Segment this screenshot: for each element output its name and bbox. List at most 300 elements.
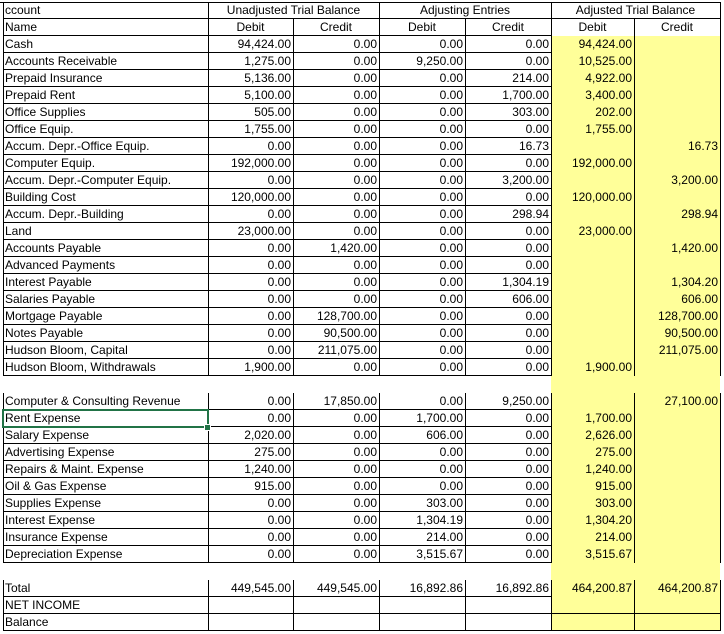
grid-line (3, 443, 208, 444)
amount-cell[interactable]: 94,424.00 (578, 37, 632, 51)
header-debit[interactable]: Debit (407, 20, 436, 34)
amount-cell[interactable]: 10,525.00 (578, 54, 632, 68)
grid-line (634, 36, 635, 376)
account-name[interactable]: Prepaid Rent (5, 88, 76, 102)
grid-line (3, 137, 208, 138)
amount-cell[interactable]: 3,200.00 (671, 173, 718, 187)
amount-cell[interactable]: 0.00 (525, 360, 549, 374)
amount-cell[interactable]: 0.00 (267, 207, 291, 221)
header-unadjusted[interactable]: Unadjusted Trial Balance (226, 3, 361, 17)
amount-cell[interactable]: 214.00 (512, 71, 549, 85)
header-debit[interactable]: Debit (236, 20, 265, 34)
grid-line (3, 103, 208, 104)
header-credit[interactable]: Credit (319, 20, 352, 34)
amount-cell[interactable]: 0.00 (353, 479, 377, 493)
account-name[interactable]: Mortgage Payable (5, 309, 103, 323)
grid-line (551, 580, 552, 631)
amount-cell[interactable]: 23,000.00 (237, 224, 291, 238)
amount-cell[interactable]: 0.00 (353, 37, 377, 51)
amount-cell[interactable] (634, 104, 720, 121)
amount-cell[interactable]: 9,250.00 (502, 394, 549, 408)
total-amount[interactable]: 464,200.87 (571, 581, 632, 595)
grid-line (208, 19, 209, 36)
amount-cell[interactable]: 0.00 (439, 190, 463, 204)
grid-line (293, 19, 294, 36)
amount-cell[interactable]: 0.00 (353, 360, 377, 374)
grid-line (208, 18, 720, 19)
amount-cell[interactable]: 0.00 (525, 496, 549, 510)
balance-label[interactable]: Balance (5, 615, 49, 629)
amount-cell[interactable]: 0.00 (267, 139, 291, 153)
account-name[interactable]: Computer & Consulting Revenue (5, 394, 181, 408)
amount-cell[interactable] (634, 87, 720, 104)
amount-cell[interactable]: 0.00 (439, 105, 463, 119)
amount-cell[interactable]: 5,136.00 (244, 71, 291, 85)
grid-line (3, 528, 208, 529)
header-adjusted[interactable]: Adjusted Trial Balance (575, 3, 696, 17)
grid-line (3, 2, 4, 36)
amount-cell[interactable]: 298.94 (512, 207, 549, 221)
grid-line (3, 18, 208, 19)
amount-cell[interactable]: 4,922.00 (585, 71, 632, 85)
amount-cell[interactable] (634, 478, 720, 495)
amount-cell[interactable] (551, 291, 634, 308)
amount-cell[interactable]: 1,755.00 (585, 122, 632, 136)
grid-line (3, 69, 208, 70)
amount-cell[interactable]: 0.00 (353, 530, 377, 544)
account-name[interactable]: Notes Payable (5, 326, 84, 340)
amount-cell[interactable]: 0.00 (525, 156, 549, 170)
amount-cell[interactable]: 1,304.20 (585, 513, 632, 527)
amount-cell[interactable]: 16.73 (687, 139, 718, 153)
amount-cell[interactable]: 1,700.00 (502, 88, 549, 102)
amount-cell[interactable]: 27,100.00 (664, 394, 718, 408)
header-name[interactable]: Name (5, 20, 38, 34)
amount-cell[interactable]: 0.00 (525, 190, 549, 204)
amount-cell[interactable]: 0.00 (353, 190, 377, 204)
grid-line (3, 375, 208, 376)
amount-cell[interactable] (634, 461, 720, 478)
total-amount[interactable]: 16,892.86 (409, 581, 463, 595)
header-account[interactable]: ccount (5, 3, 41, 17)
amount-cell[interactable]: 1,240.00 (585, 462, 632, 476)
account-name[interactable]: Cash (5, 37, 34, 51)
grid-line (3, 239, 208, 240)
amount-cell[interactable]: 275.00 (595, 445, 632, 459)
amount-cell[interactable]: 0.00 (439, 71, 463, 85)
amount-cell[interactable]: 0.00 (353, 258, 377, 272)
amount-cell[interactable]: 0.00 (525, 513, 549, 527)
amount-cell[interactable]: 606.00 (512, 292, 549, 306)
grid-line (379, 36, 380, 376)
amount-cell[interactable]: 0.00 (267, 258, 291, 272)
amount-cell[interactable]: 1,304.19 (502, 275, 549, 289)
account-name[interactable]: Land (5, 224, 32, 238)
amount-cell[interactable]: 0.00 (353, 105, 377, 119)
total-label[interactable]: Total (5, 581, 31, 595)
amount-cell[interactable]: 0.00 (267, 309, 291, 323)
grid-line (3, 477, 208, 478)
grid-line (634, 393, 635, 563)
amount-cell[interactable]: 0.00 (525, 37, 549, 51)
amount-cell[interactable] (634, 223, 720, 240)
grid-line (3, 35, 208, 36)
account-name[interactable]: Hudson Bloom, Capital (5, 343, 128, 357)
grid-line (379, 393, 380, 563)
amount-cell[interactable] (634, 257, 720, 274)
amount-cell[interactable]: 0.00 (439, 258, 463, 272)
header-credit[interactable]: Credit (660, 20, 693, 34)
grid-line (3, 613, 208, 614)
amount-cell[interactable]: 0.00 (267, 343, 291, 357)
amount-cell[interactable]: 0.00 (353, 207, 377, 221)
grid-line (634, 19, 635, 36)
account-name[interactable]: Building Cost (5, 190, 76, 204)
account-name[interactable]: Oil & Gas Expense (5, 479, 107, 493)
amount-cell[interactable] (634, 427, 720, 444)
grid-line (720, 393, 721, 563)
amount-cell[interactable]: 0.00 (267, 411, 291, 425)
amount-cell[interactable]: 0.00 (525, 122, 549, 136)
account-name[interactable]: Hudson Bloom, Withdrawals (5, 360, 156, 374)
amount-cell[interactable] (634, 121, 720, 138)
amount-cell[interactable]: 0.00 (439, 360, 463, 374)
amount-cell[interactable]: 202.00 (595, 105, 632, 119)
amount-cell[interactable]: 0.00 (353, 292, 377, 306)
grid-line (3, 273, 208, 274)
account-name[interactable]: Computer Equip. (5, 156, 96, 170)
amount-cell[interactable] (551, 308, 634, 325)
amount-cell[interactable]: 0.00 (353, 496, 377, 510)
grid-line (720, 36, 721, 376)
amount-cell[interactable]: 0.00 (267, 292, 291, 306)
amount-cell[interactable]: 1,900.00 (244, 360, 291, 374)
account-name[interactable]: Office Equip. (5, 122, 74, 136)
amount-cell[interactable]: 0.00 (525, 309, 549, 323)
amount-cell[interactable]: 0.00 (525, 462, 549, 476)
amount-cell[interactable]: 0.00 (439, 326, 463, 340)
amount-cell[interactable]: 0.00 (353, 88, 377, 102)
amount-cell[interactable] (634, 410, 720, 427)
amount-cell[interactable]: 0.00 (267, 394, 291, 408)
amount-cell[interactable]: 298.94 (681, 207, 718, 221)
amount-cell[interactable]: 17,850.00 (323, 394, 377, 408)
grid-line (3, 630, 208, 631)
amount-cell[interactable] (634, 359, 720, 376)
amount-cell[interactable] (634, 529, 720, 546)
amount-cell[interactable]: 275.00 (254, 445, 291, 459)
amount-cell[interactable]: 0.00 (439, 394, 463, 408)
account-name[interactable]: Depreciation Expense (5, 547, 123, 561)
account-name[interactable]: Prepaid Insurance (5, 71, 103, 85)
amount-cell[interactable]: 1,304.19 (416, 513, 463, 527)
grid-line (465, 580, 466, 631)
amount-cell[interactable]: 0.00 (525, 547, 549, 561)
amount-cell[interactable]: 0.00 (353, 513, 377, 527)
total-amount[interactable]: 449,545.00 (316, 581, 377, 595)
grid-line (3, 596, 208, 597)
account-name[interactable]: Supplies Expense (5, 496, 102, 510)
amount-cell[interactable]: 303.00 (426, 496, 463, 510)
amount-cell[interactable]: 2,626.00 (585, 428, 632, 442)
amount-cell[interactable]: 0.00 (353, 547, 377, 561)
grid-line (3, 256, 208, 257)
account-name[interactable]: Accounts Payable (5, 241, 102, 255)
amount-cell[interactable] (551, 325, 634, 342)
amount-cell[interactable]: 3,200.00 (502, 173, 549, 187)
amount-cell[interactable]: 3,400.00 (585, 88, 632, 102)
amount-cell[interactable]: 0.00 (439, 37, 463, 51)
amount-cell[interactable]: 0.00 (439, 88, 463, 102)
amount-cell[interactable]: 0.00 (267, 326, 291, 340)
grid-line (293, 393, 294, 563)
amount-cell[interactable] (634, 444, 720, 461)
grid-line (379, 19, 380, 36)
amount-cell[interactable]: 0.00 (525, 445, 549, 459)
amount-cell[interactable]: 0.00 (525, 54, 549, 68)
amount-cell[interactable]: 192,000.00 (571, 156, 632, 170)
amount-cell[interactable] (634, 36, 720, 53)
amount-cell[interactable] (634, 546, 720, 563)
amount-cell[interactable]: 120,000.00 (571, 190, 632, 204)
amount-cell[interactable]: 505.00 (254, 105, 291, 119)
amount-cell[interactable]: 2,020.00 (244, 428, 291, 442)
amount-cell[interactable]: 90,500.00 (664, 326, 718, 340)
amount-cell[interactable] (634, 70, 720, 87)
amount-cell[interactable]: 0.00 (525, 224, 549, 238)
grid-line (208, 2, 209, 19)
amount-cell[interactable]: 0.00 (439, 241, 463, 255)
amount-cell[interactable]: 128,700.00 (316, 309, 377, 323)
grid-line (208, 36, 209, 376)
amount-cell[interactable]: 1,700.00 (416, 411, 463, 425)
amount-cell[interactable]: 120,000.00 (230, 190, 291, 204)
grid-line (3, 494, 208, 495)
grid-line (720, 580, 721, 631)
amount-cell[interactable]: 23,000.00 (578, 224, 632, 238)
amount-cell[interactable]: 0.00 (353, 445, 377, 459)
grid-line (465, 393, 466, 563)
amount-cell[interactable]: 915.00 (595, 479, 632, 493)
grid-line (3, 188, 208, 189)
amount-cell[interactable]: 0.00 (439, 292, 463, 306)
grid-line (208, 580, 209, 631)
grid-line (379, 580, 380, 631)
amount-cell[interactable]: 0.00 (353, 428, 377, 442)
amount-cell[interactable]: 0.00 (439, 479, 463, 493)
grid-line (3, 307, 208, 308)
amount-cell[interactable] (551, 138, 634, 155)
account-name[interactable]: Insurance Expense (5, 530, 108, 544)
account-name[interactable]: Accum. Depr.-Computer Equip. (5, 173, 172, 187)
grid-line (3, 36, 4, 376)
amount-cell[interactable]: 9,250.00 (416, 54, 463, 68)
amount-cell[interactable]: 0.00 (353, 173, 377, 187)
grid-line (3, 52, 208, 53)
amount-cell[interactable]: 1,420.00 (330, 241, 377, 255)
amount-cell[interactable]: 128,700.00 (657, 309, 718, 323)
account-name[interactable]: Repairs & Maint. Expense (5, 462, 144, 476)
grid-line (720, 2, 721, 19)
grid-line (293, 36, 294, 376)
account-name[interactable]: Accounts Receivable (5, 54, 118, 68)
amount-cell[interactable]: 0.00 (267, 530, 291, 544)
amount-cell[interactable]: 0.00 (267, 173, 291, 187)
amount-cell[interactable]: 303.00 (595, 496, 632, 510)
account-name[interactable]: Advanced Payments (5, 258, 116, 272)
grid-line (3, 86, 208, 87)
total-amount[interactable]: 464,200.87 (657, 581, 718, 595)
amount-cell[interactable]: 0.00 (267, 547, 291, 561)
amount-cell[interactable] (551, 172, 634, 189)
grid-line (3, 324, 208, 325)
amount-cell[interactable] (551, 257, 634, 274)
amount-cell[interactable]: 0.00 (525, 428, 549, 442)
amount-cell[interactable]: 0.00 (525, 530, 549, 544)
grid-line (379, 2, 380, 19)
amount-cell[interactable]: 0.00 (439, 139, 463, 153)
grid-line (465, 36, 466, 376)
amount-cell[interactable]: 0.00 (353, 122, 377, 136)
amount-cell[interactable]: 0.00 (439, 462, 463, 476)
amount-cell[interactable] (634, 512, 720, 529)
grid-line (293, 580, 294, 631)
amount-cell[interactable]: 1,275.00 (244, 54, 291, 68)
grid-line (3, 511, 208, 512)
grid-line (3, 562, 208, 563)
amount-cell[interactable]: 0.00 (525, 241, 549, 255)
amount-cell[interactable]: 0.00 (353, 275, 377, 289)
account-name[interactable]: Accum. Depr.-Office Equip. (5, 139, 150, 153)
total-amount[interactable]: 449,545.00 (230, 581, 291, 595)
amount-cell[interactable] (634, 495, 720, 512)
grid-line (3, 545, 208, 546)
grid-line (551, 2, 552, 19)
amount-cell[interactable]: 0.00 (267, 496, 291, 510)
grid-line (208, 630, 720, 631)
amount-cell[interactable]: 0.00 (353, 71, 377, 85)
account-name[interactable]: Interest Expense (5, 513, 96, 527)
amount-cell[interactable]: 0.00 (267, 513, 291, 527)
account-name[interactable]: Office Supplies (5, 105, 86, 119)
amount-cell[interactable]: 0.00 (353, 139, 377, 153)
account-name[interactable]: Salary Expense (5, 428, 90, 442)
amount-cell[interactable]: 606.00 (426, 428, 463, 442)
amount-cell[interactable]: 1,755.00 (244, 122, 291, 136)
grid-line (3, 580, 4, 631)
account-name[interactable]: Salaries Payable (5, 292, 96, 306)
amount-cell[interactable]: 915.00 (254, 479, 291, 493)
amount-cell[interactable]: 5,100.00 (244, 88, 291, 102)
amount-cell[interactable]: 3,515.67 (585, 547, 632, 561)
amount-cell[interactable]: 0.00 (439, 207, 463, 221)
grid-line (3, 120, 208, 121)
amount-cell[interactable]: 0.00 (353, 411, 377, 425)
amount-cell[interactable]: 1,304.20 (671, 275, 718, 289)
amount-cell[interactable]: 0.00 (525, 479, 549, 493)
amount-cell[interactable] (634, 155, 720, 172)
grid-line (3, 341, 208, 342)
amount-cell[interactable]: 0.00 (525, 326, 549, 340)
amount-cell[interactable]: 0.00 (439, 445, 463, 459)
amount-cell[interactable] (551, 274, 634, 291)
amount-cell[interactable]: 214.00 (426, 530, 463, 544)
amount-cell[interactable] (551, 206, 634, 223)
amount-cell[interactable] (551, 342, 634, 359)
amount-cell[interactable]: 0.00 (525, 343, 549, 357)
amount-cell[interactable]: 1,900.00 (585, 360, 632, 374)
grid-line (3, 290, 208, 291)
amount-cell[interactable]: 0.00 (439, 156, 463, 170)
grid-line (3, 154, 208, 155)
grid-line (3, 205, 208, 206)
amount-cell[interactable] (551, 240, 634, 257)
amount-cell[interactable]: 211,075.00 (317, 343, 377, 357)
amount-cell[interactable]: 0.00 (439, 224, 463, 238)
amount-cell[interactable]: 0.00 (525, 411, 549, 425)
grid-line (551, 36, 552, 376)
amount-cell[interactable]: 1,240.00 (244, 462, 291, 476)
grid-line (3, 460, 208, 461)
grid-line (3, 171, 208, 172)
grid-line (0, 2, 721, 3)
amount-cell[interactable]: 0.00 (439, 275, 463, 289)
active-cell-selection[interactable] (2, 409, 209, 428)
amount-cell[interactable]: 0.00 (439, 309, 463, 323)
header-adjusting[interactable]: Adjusting Entries (419, 3, 511, 17)
grid-line (551, 393, 552, 563)
amount-cell[interactable]: 0.00 (439, 173, 463, 187)
amount-cell[interactable]: 0.00 (267, 275, 291, 289)
account-name[interactable]: Rent Expense (5, 411, 81, 425)
amount-cell[interactable] (634, 53, 720, 70)
amount-cell[interactable]: 0.00 (353, 462, 377, 476)
grid-line (3, 358, 208, 359)
header-debit[interactable]: Debit (578, 20, 607, 34)
amount-cell[interactable]: 0.00 (353, 156, 377, 170)
amount-cell[interactable]: 214.00 (595, 530, 632, 544)
amount-cell[interactable]: 1,700.00 (585, 411, 632, 425)
amount-cell[interactable]: 211,075.00 (658, 343, 718, 357)
amount-cell[interactable]: 606.00 (681, 292, 718, 306)
amount-cell[interactable]: 1,420.00 (671, 241, 718, 255)
amount-cell[interactable]: 16.73 (518, 139, 549, 153)
amount-cell[interactable]: 0.00 (353, 224, 377, 238)
amount-cell[interactable]: 192,000.00 (230, 156, 291, 170)
account-name[interactable]: Accum. Depr.-Building (5, 207, 124, 221)
amount-cell[interactable]: 0.00 (353, 54, 377, 68)
amount-cell[interactable] (634, 189, 720, 206)
fill-handle[interactable] (204, 424, 211, 431)
amount-cell[interactable]: 0.00 (525, 258, 549, 272)
amount-cell[interactable] (551, 393, 634, 410)
account-name[interactable]: Advertising Expense (5, 445, 115, 459)
amount-cell[interactable]: 0.00 (267, 241, 291, 255)
total-amount[interactable]: 16,892.86 (495, 581, 549, 595)
grid-line (634, 580, 635, 631)
amount-cell[interactable]: 0.00 (439, 343, 463, 357)
amount-cell[interactable]: 0.00 (439, 122, 463, 136)
grid-line (208, 613, 720, 614)
account-name[interactable]: Interest Payable (5, 275, 92, 289)
header-credit[interactable]: Credit (491, 20, 524, 34)
grid-line (551, 19, 552, 36)
amount-cell[interactable]: 90,500.00 (323, 326, 377, 340)
net-income-label[interactable]: NET INCOME (5, 598, 81, 612)
amount-cell[interactable]: 3,515.67 (416, 547, 463, 561)
amount-cell[interactable]: 94,424.00 (237, 37, 291, 51)
amount-cell[interactable]: 303.00 (512, 105, 549, 119)
